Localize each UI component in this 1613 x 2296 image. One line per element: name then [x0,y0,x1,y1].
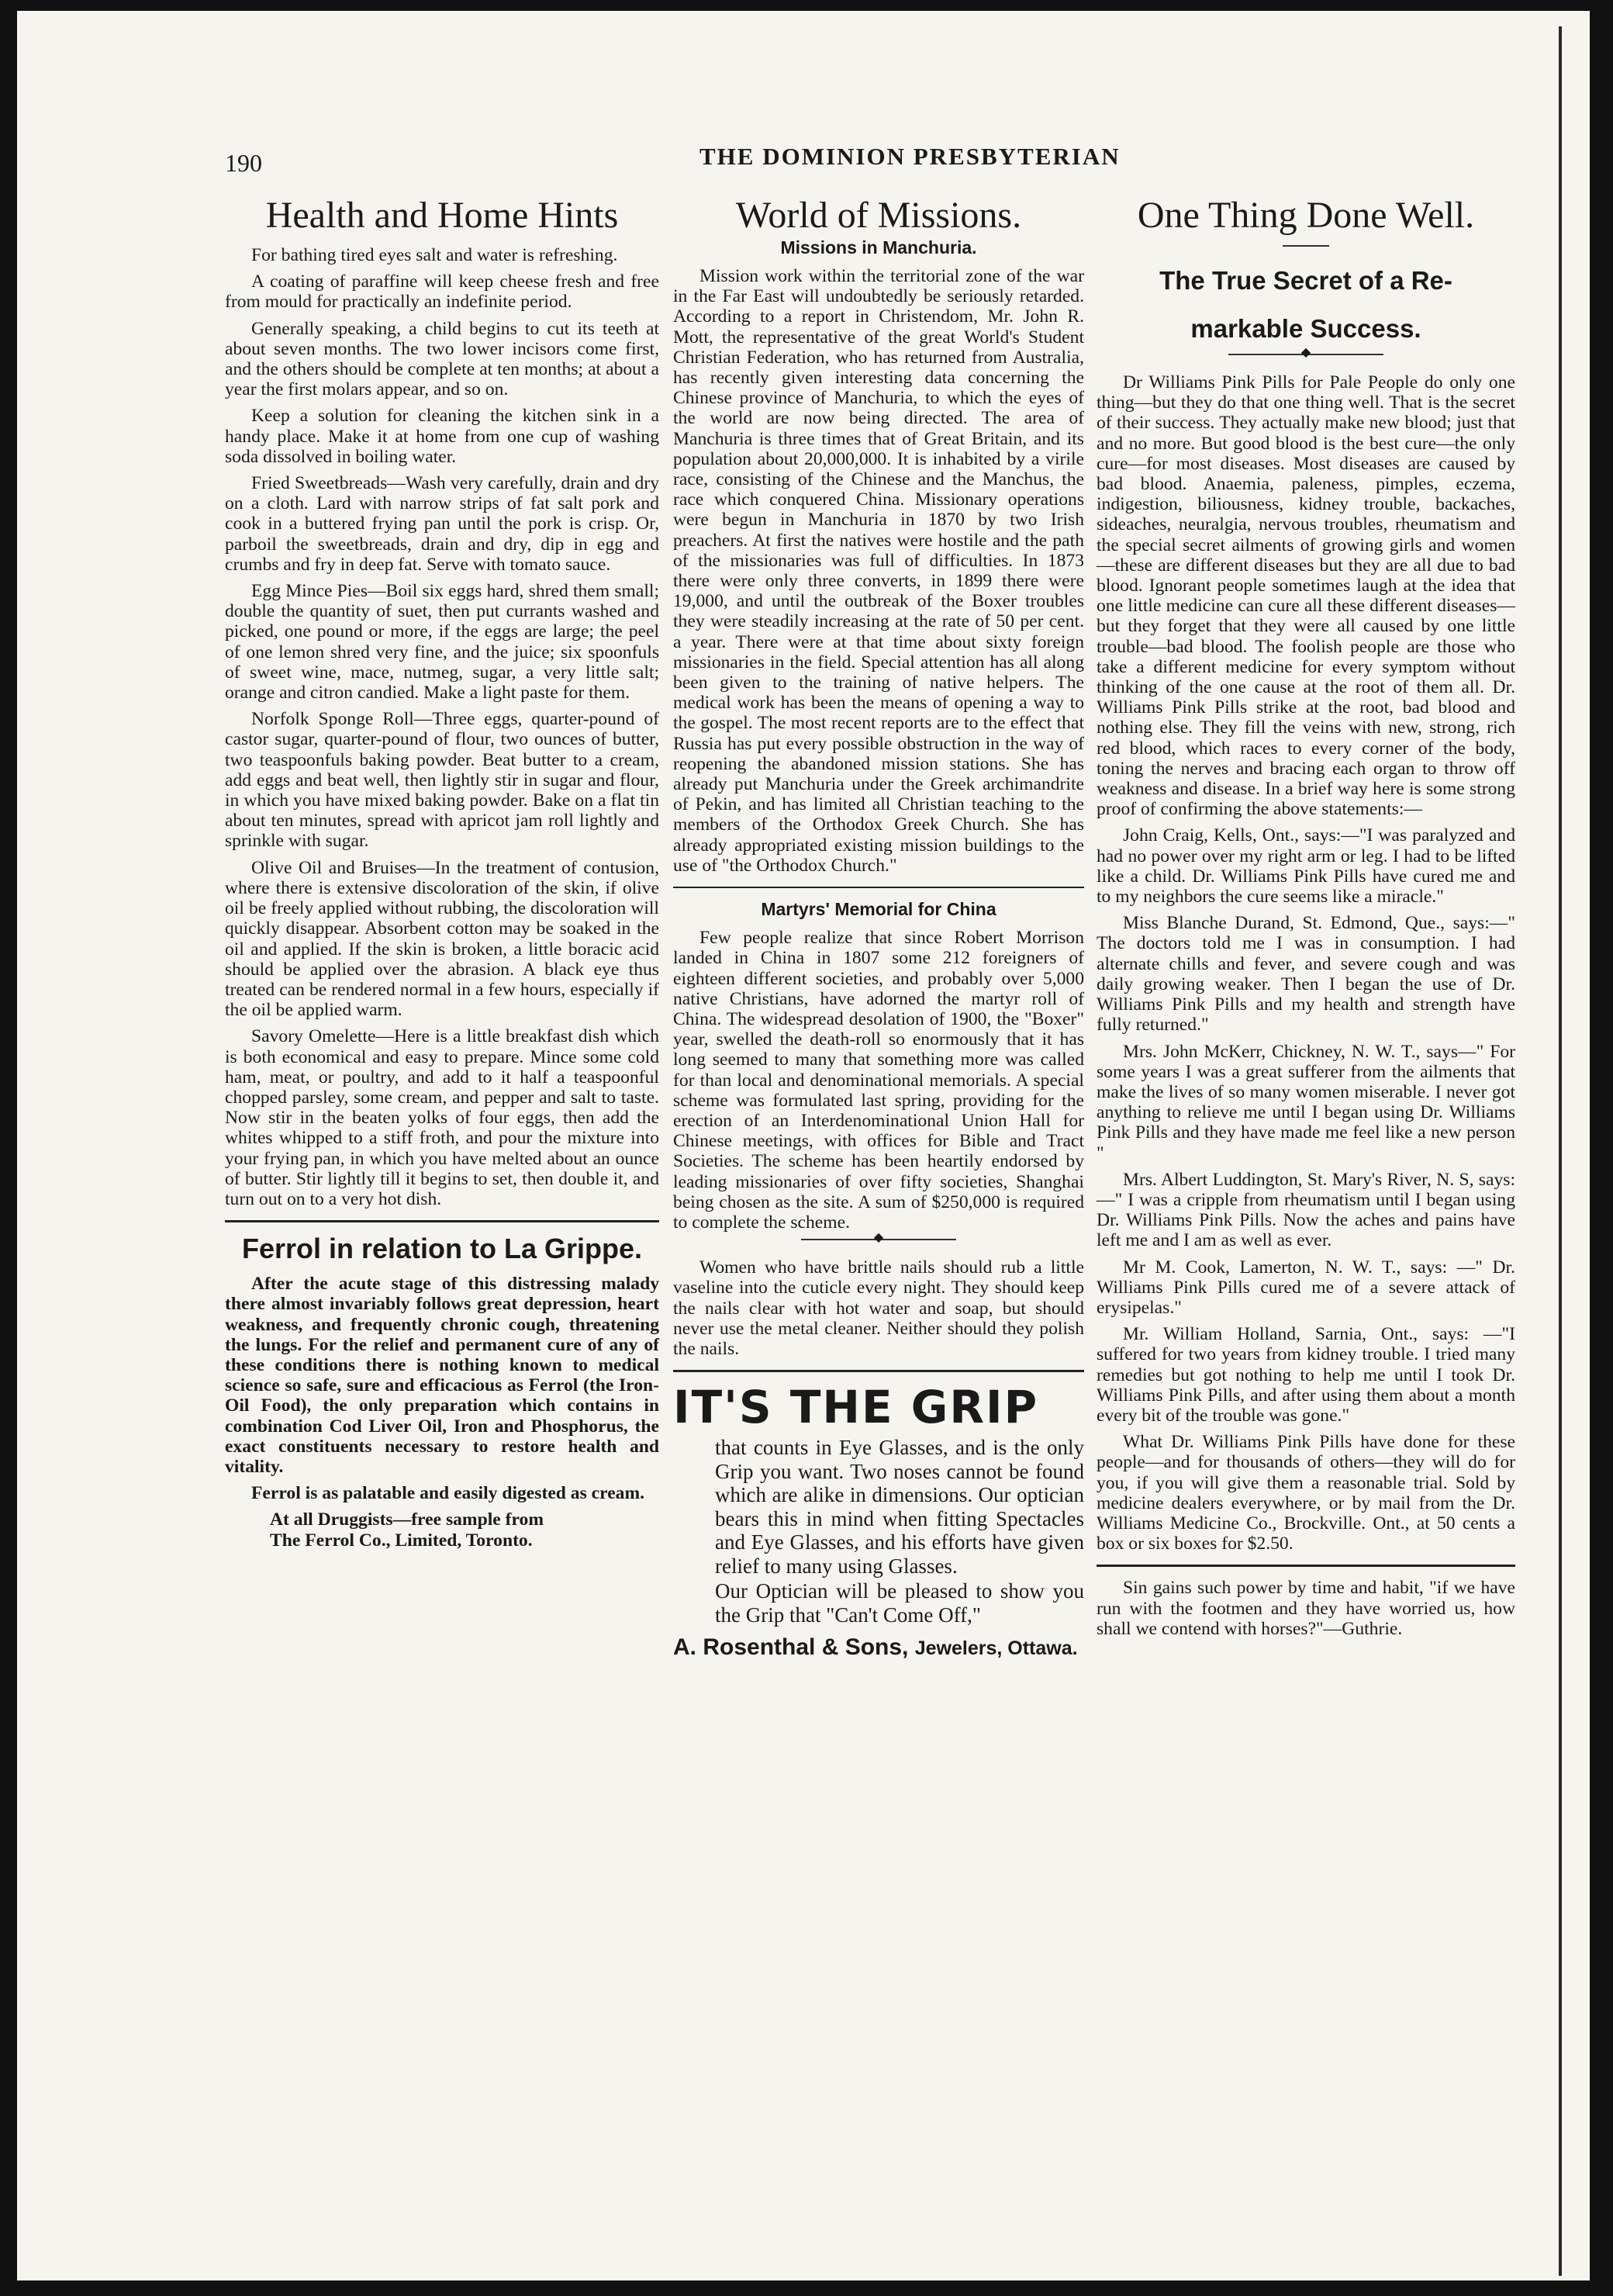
column-world-of-missions [673,194,1084,1661]
grip-advertisement [673,1436,1084,1627]
paragraph: Keep a solution for cleaning the kitchen sink in a handy place. Make it at home from one cup of washing soda dissolved in boiling water. [225,406,659,467]
grip-headline: IT'S THE GRIP [673,1381,1039,1434]
paragraph: Norfolk Sponge Roll—Three eggs, quarter-pound of castor sugar, quarter-pound of flour, two ounces of butter, two teaspoonfuls baking powder. Beat butter to a cream, add eggs and beat well, then lightly stir in sugar and flour, in which you have mixed baking powder. Bake on a flat tin about ten minutes, spread with apricot jam roll lightly and sprinkle with sugar. [225,709,659,852]
rosenthal-place: Jewelers, Ottawa. [914,1637,1078,1660]
true-secret-subtitle-2: markable Success. [1190,314,1421,343]
ornament-divider [801,1239,956,1240]
section-divider [673,887,1084,888]
paragraph: Fried Sweetbreads—Wash very carefully, drain and dry on a cloth. Lard with narrow strips of fat salt pork and cook in a buttered frying pan until the pork is crisp. Or, parboil the sweetbreads, drain and dry, dip in egg and crumbs and fry in deep fat. Serve with tomato sauce. [225,473,659,575]
column-one-thing-done-well [1097,194,1515,1645]
paragraph: For bathing tired eyes salt and water is refreshing. [251,245,618,265]
paragraph: Savory Omelette—Here is a little breakfast dish which is both economical and easy to prepare. Mince some cold ham, meat, or poultry, and add to it half a teaspoonful chopped parsley, some cream, and pepper and salt to taste. Now stir in the beaten yolks of four eggs, then add the whites whipped to a stiff froth, and pour the mixture into your frying pan, in which you have melted about an ounce of butter. Stir lightly till it begins to set, then double it, and turn out on to a very hot dish. [225,1026,659,1209]
paragraph: A coating of paraffine will keep cheese fresh and free from mould for practically an indefinite period. [225,271,659,313]
rosenthal-name: A. Rosenthal & Sons, [673,1634,909,1661]
paragraph: Dr Williams Pink Pills for Pale People do only one thing—but they do that one thing well. That is the secret of their success. They actually make new blood; just that and no more. But good blood is the best cure—the only cure—for most diseases. Most diseases are caused by bad blood. Anaemia, paleness, pimples, eczema, indigestion, biliousness, kidney trouble, backaches, sideaches, neuralgia, nervous troubles, rheumatism and the special secret ailments of growing girls and women—these are different diseases but they are all due to bad blood. Ignorant people sometimes laugh at the idea that one little medicine can cure all these different diseases—but they forget that they were all caused by one little trouble—bad blood. The foolish people are those who take a different medicine for every symptom without thinking of the one cause at the root of them all. Dr. Williams Pink Pills strike at the root, bad blood and nothing else. They fill the veins with new, strong, rich red blood, which races to every corner of the body, toning the nerves and bracing each organ to throw off weakness and disease. In a brief way here is some strong proof of confirming the above statements:— [1097,372,1515,820]
martyrs-memorial-title: Martyrs' Memorial for China [761,899,996,920]
paragraph: Egg Mince Pies—Boil six eggs hard, shred them small; double the quantity of suet, then put currants washed and picked, one pound or more, if the eggs are large; the peel of one lemon shred very fine, and the juice; six spoonfuls of sweet wine, mace, nutmeg, sugar, a very little salt; orange and citron candied. Make a light paste for them. [225,581,659,704]
ornament-divider [1228,354,1383,355]
paragraph: Few people realize that since Robert Morrison landed in China in 1807 some 212 foreigners of eighteen different societies, and probably over 5,000 native Christians, have adorned the martyr roll of China. The widespread desolation of 1900, the "Boxer" year, swelled the death-roll so enormously that it has long seemed to many that something more was called for than local and denominational memorials. A special scheme was formulated last spring, providing for the erection of an Interdenominational Union Hall for Chinese meetings, with offices for Bible and Tract Societies. The scheme has been heartily endorsed by leading missionaries of over fifty societies, Shanghai being chosen as the site. A sum of $250,000 is required to complete the scheme. [673,928,1084,1233]
paragraph: Mrs. John McKerr, Chickney, N. W. T., says—" For some years I was a great sufferer from the ailments that make the lives of so many women miserable. I never got anything to relieve me until I began using Dr. Williams Pink Pills and they have made me feel like a new person " [1097,1041,1515,1164]
ferrol-title: Ferrol in relation to La Grippe. [241,1233,643,1265]
ferrol-footer-line: The Ferrol Co., Limited, Toronto. [270,1530,533,1551]
paragraph: Mrs. Albert Luddington, St. Mary's River, N. S, says:—" I was a cripple from rheumatism until I began using Dr. Williams Pink Pills. Now the aches and pains have left me and I am as well as ever. [1097,1169,1515,1251]
health-hints-title: Health and Home Hints [265,195,619,236]
paragraph: Sin gains such power by time and habit, "if we have run with the footmen and they have worried us, how shall we contend with horses?"—Guthrie. [1097,1578,1515,1639]
short-rule [1283,245,1329,247]
paragraph: After the acute stage of this distressing malady there almost invariably follows great depression, heart weakness, and frequently chronic cough, threatening the lungs. For the relief and permanent cure of any of these conditions there is nothing known to medical science so safe, sure and efficacious as Ferrol (the Iron-Oil Food), the only preparation which contains in combination Cod Liver Oil, Iron and Phosphorus, the exact constituents necessary to restore health and vitality. [225,1274,659,1477]
paragraph: Women who have brittle nails should rub a little vaseline into the cuticle every night. They should keep the nails clear with hot water and soap, but should never use the metal cleaner. Neither should they polish the nails. [673,1257,1084,1359]
paragraph: Olive Oil and Bruises—In the treatment of contusion, where there is extensive discoloration of the skin, if olive oil be freely applied without rubbing, the discoloration will quickly disappear. Absorbent cotton may be soaked in the oil and applied. If the skin is broken, a little boracic acid should be applied over the abrasion. A black eye thus treated can be rendered normal in a few hours, especially if the oil be applied warm. [225,857,659,1021]
column-health-hints [225,194,659,1557]
paragraph: Generally speaking, a child begins to cut its teeth at about seven months. The two lower incisors come first, and the others should be complete at ten months; at about a year the first molars appear, and so on. [225,318,659,400]
one-thing-title: One Thing Done Well. [1137,195,1475,236]
paragraph: Our Optician will be pleased to show you the Grip that "Can't Come Off," [715,1579,1084,1627]
paragraph: What Dr. Williams Pink Pills have done for these people—and for thousands of others—they will do for you, if you will give them a reasonable trial. Sold by medicine dealers everywhere, or by mail from the Dr. Williams Medicine Co., Brockville. Ont., at 50 cents a box or six boxes for $2.50. [1097,1432,1515,1554]
paragraph: Mr. William Holland, Sarnia, Ont., says: —"I suffered for two years from kidney trouble. I tried many remedies but got nothing to help me until I took Dr. Williams Pink Pills, and after using them about a month every bit of the trouble was gone." [1097,1324,1515,1426]
true-secret-subtitle-1: The True Secret of a Re- [1159,266,1452,295]
section-divider [225,1220,659,1222]
rosenthal-signature [673,1634,1084,1661]
ferrol-footer-line: At all Druggists—free sample from [270,1509,544,1530]
page-number: 190 [225,149,262,177]
paragraph: that counts in Eye Glasses, and is the only Grip you want. Two noses cannot be found which are alike in dimensions. Our optician bears this in mind when fitting Spectacles and Eye Glasses, and his efforts have given relief to many using Glasses. [715,1436,1084,1578]
paragraph: Mr M. Cook, Lamerton, N. W. T., says: —" Dr. Williams Pink Pills cured me of a severe attack of erysipelas." [1097,1257,1515,1318]
paragraph: Mission work within the territorial zone of the war in the Far East will undoubtedly be seriously retarded. According to a report in Christendom, Mr. John R. Mott, the representative of the great World's Student Christian Federation, who has returned from Australia, has recently given interesting data concerning the Chinese province of Manchuria, to which the eyes of the world are now being directed. The area of Manchuria is three times that of Great Britain, and its population about 20,000,000. It is inhabited by a virile race, consisting of the Chinese and the Manchus, the race which conquered China. Missionary operations were begun in Manchuria in 1870 by two Irish preachers. At first the natives were hostile and the path of the missionaries was full of difficulties. In 1873 there were only three converts, in 1899 there were 19,000, and until the outbreak of the Boxer troubles they were steadily increasing at the rate of 50 per cent. a year. There were at that time about sixty foreign missionaries in the field. Special attention has all along been given to the training of native helpers. The medical work has been the means of opening a way to the gospel. The most recent reports are to the effect that Russia has put every possible obstruction in the way of reopening the abandoned mission stations. She has already put Manchuria under the Greek archimandrite of Pekin, and has limited all Christian teaching to the members of the Orthodox Greek Church. She has already appropriated existing mission buildings to the use of "the Orthodox Church." [673,266,1084,876]
paragraph: Miss Blanche Durand, St. Edmond, Que., says:—" The doctors told me I was in consumption. I had alternate chills and fever, and severe cough and was daily growing weaker. Then I began the use of Dr. Williams Pink Pills and my health and strength have fully returned." [1097,913,1515,1036]
world-missions-title: World of Missions. [735,195,1022,236]
section-divider [1097,1565,1515,1567]
page-border-line [1559,26,1562,2276]
manchuria-subtitle: Missions in Manchuria. [780,237,977,258]
paragraph: John Craig, Kells, Ont., says:—"I was paralyzed and had no power over my right arm or leg. I had to be lifted like a child. Dr. Williams Pink Pills have cured me and to my neighbors the cure seems like a miracle." [1097,825,1515,908]
publication-title: THE DOMINION PRESBYTERIAN [699,143,1121,170]
section-divider [673,1370,1084,1372]
newspaper-page [17,11,1590,2280]
paragraph: Ferrol is as palatable and easily digested as cream. [251,1483,645,1504]
